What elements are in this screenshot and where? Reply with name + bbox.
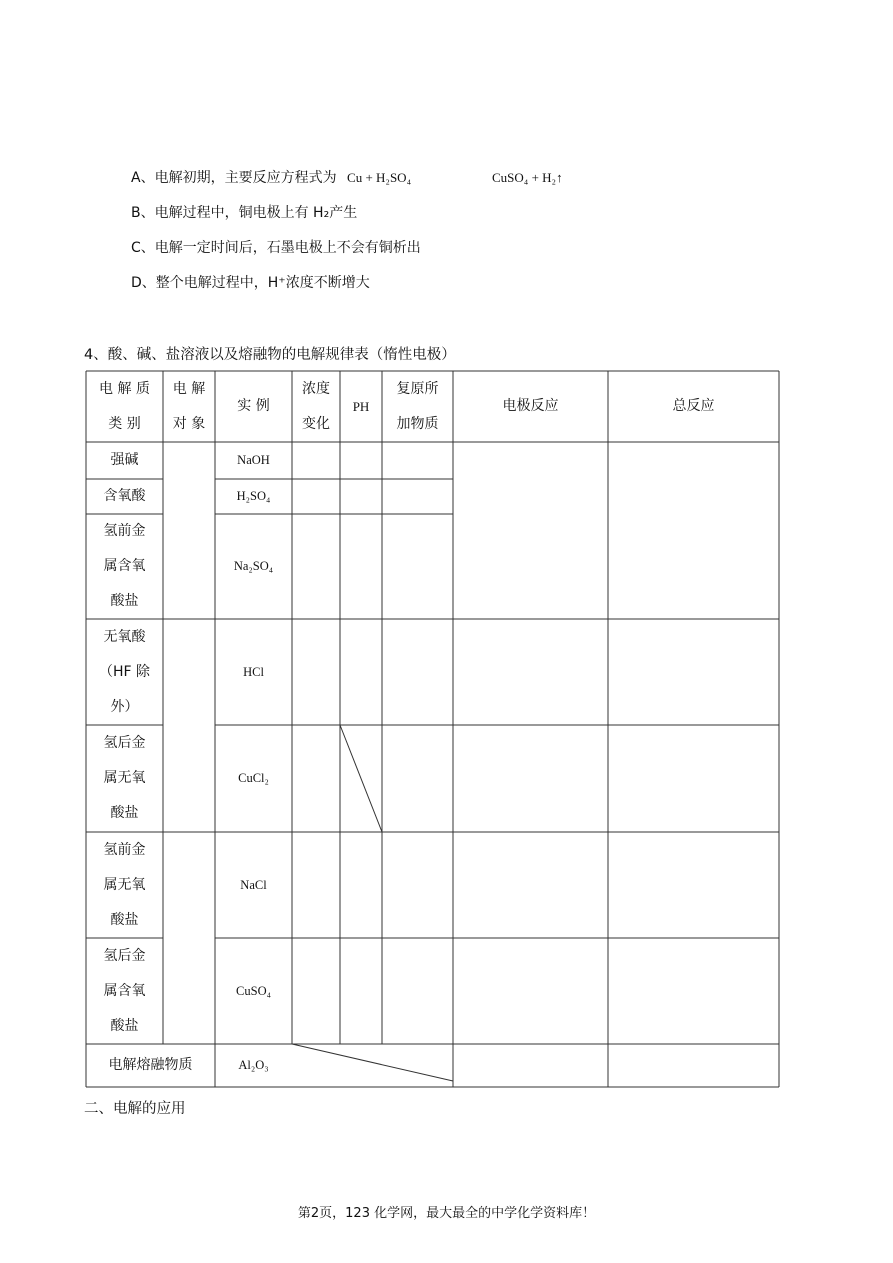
header-example: 实 例 <box>237 398 270 414</box>
row-5-category: 氢后金 属无氧 酸盐 <box>103 735 146 821</box>
option-d: D、整个电解过程中，H⁺浓度不断增大 <box>131 275 370 291</box>
row-4-category: 无氧酸 （HF 除 外） <box>98 628 151 715</box>
row-5-example: CuCl₂ <box>238 771 269 785</box>
option-c: C、电解一定时间后，石墨电极上不会有铜析出 <box>131 240 421 256</box>
row-4-example: HCl <box>243 664 264 679</box>
option-a <box>131 169 563 187</box>
row-7-example: CuSO₄ <box>236 983 271 998</box>
header-concentration: 浓度 变化 <box>302 380 330 432</box>
row-1-example: NaOH <box>237 453 270 467</box>
row-1-category: 强碱 <box>110 452 139 468</box>
row-8-category: 电解熔融物质 <box>108 1057 193 1073</box>
section-two-title: 二、电解的应用 <box>84 1101 186 1117</box>
option-a-products: CuSO₄ + H₂↑ <box>492 170 563 185</box>
header-electrode: 电极反应 <box>502 398 559 414</box>
page-footer: 第2页，123 化学网，最大最全的中学化学资料库！ <box>297 1206 596 1221</box>
row-6-example: NaCl <box>240 877 267 892</box>
header-ph: PH <box>352 399 370 414</box>
option-b: B、电解过程中，铜电极上有 H₂产生 <box>131 205 358 221</box>
option-a-text: A、电解初期，主要反应方程式为 <box>131 170 337 186</box>
row-3-category: 氢前金 属含氧 酸盐 <box>103 523 146 609</box>
section-4-title: 4、酸、碱、盐溶液以及熔融物的电解规律表（惰性电极） <box>84 347 456 363</box>
row-2-category: 含氧酸 <box>103 488 146 504</box>
row-6-category: 氢前金 属无氧 酸盐 <box>103 841 146 928</box>
row-8-example: Al₂O₃ <box>238 1058 269 1072</box>
row-2-example: H₂SO₄ <box>236 489 271 503</box>
header-restore: 复原所 加物质 <box>396 380 439 432</box>
header-category: 电 解 质 类 别 <box>99 380 150 432</box>
option-a-reactants: Cu + H₂SO₄ <box>347 170 412 185</box>
row-3-example: Na₂SO₄ <box>233 559 274 573</box>
row-7-category: 氢后金 属含氧 酸盐 <box>103 947 146 1034</box>
header-object: 电 解 对 象 <box>172 380 206 432</box>
header-total: 总反应 <box>672 398 715 414</box>
